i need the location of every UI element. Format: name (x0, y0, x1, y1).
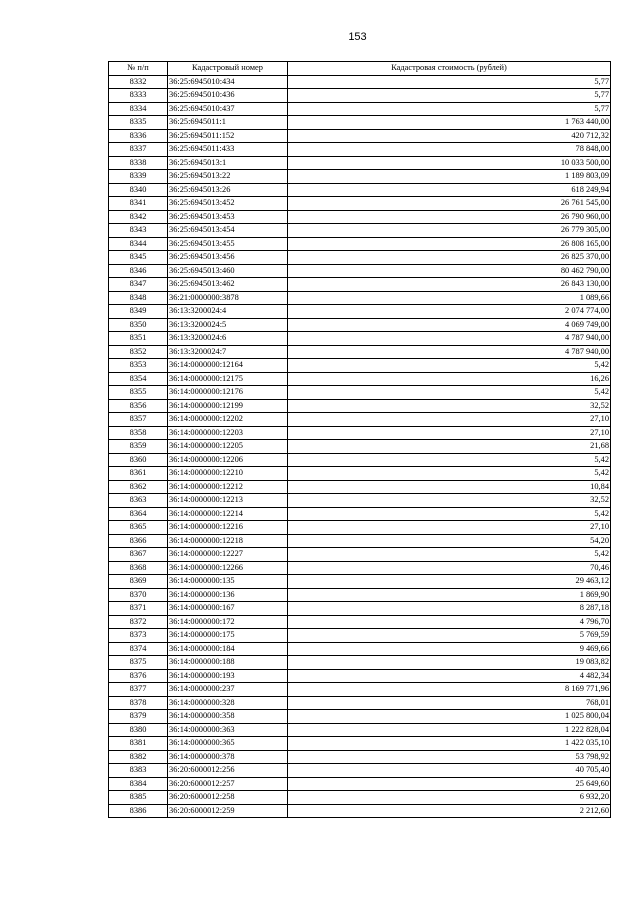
row-number-cell: 8370 (109, 588, 168, 602)
table-row (109, 534, 611, 548)
table-row (109, 683, 611, 697)
column-header-cadastral-value: Кадастровая стоимость (рублей) (288, 62, 611, 76)
cadastral-value-cell: 19 083,82 (288, 656, 611, 670)
cadastral-number-cell: 36:14:0000000:237 (168, 683, 288, 697)
cadastral-value-cell: 10,84 (288, 480, 611, 494)
table-row (109, 305, 611, 319)
row-number-cell: 8357 (109, 413, 168, 427)
table-row (109, 804, 611, 818)
cadastral-number-cell: 36:14:0000000:12164 (168, 359, 288, 373)
row-number-cell: 8381 (109, 737, 168, 751)
cadastral-number-cell: 36:14:0000000:136 (168, 588, 288, 602)
row-number-cell: 8356 (109, 399, 168, 413)
cadastral-number-cell: 36:14:0000000:12203 (168, 426, 288, 440)
cadastral-number-cell: 36:14:0000000:184 (168, 642, 288, 656)
cadastral-number-cell: 36:14:0000000:12210 (168, 467, 288, 481)
cadastral-number-cell: 36:25:6945011:1 (168, 116, 288, 130)
row-number-cell: 8361 (109, 467, 168, 481)
cadastral-number-cell: 36:20:6000012:259 (168, 804, 288, 818)
row-number-cell: 8346 (109, 264, 168, 278)
cadastral-value-cell: 80 462 790,00 (288, 264, 611, 278)
table-row (109, 602, 611, 616)
table-row (109, 629, 611, 643)
table-row (109, 588, 611, 602)
cadastral-value-cell: 1 763 440,00 (288, 116, 611, 130)
row-number-cell: 8349 (109, 305, 168, 319)
table-row (109, 332, 611, 346)
row-number-cell: 8340 (109, 183, 168, 197)
row-number-cell: 8343 (109, 224, 168, 238)
table-row (109, 710, 611, 724)
cadastral-number-cell: 36:21:0000000:3878 (168, 291, 288, 305)
row-number-cell: 8333 (109, 89, 168, 103)
cadastral-number-cell: 36:14:0000000:365 (168, 737, 288, 751)
table-row (109, 669, 611, 683)
cadastral-number-cell: 36:25:6945011:152 (168, 129, 288, 143)
cadastral-number-cell: 36:14:0000000:12199 (168, 399, 288, 413)
cadastral-value-cell: 1 089,66 (288, 291, 611, 305)
cadastral-value-cell: 32,52 (288, 494, 611, 508)
table-row (109, 372, 611, 386)
row-number-cell: 8377 (109, 683, 168, 697)
cadastral-value-cell: 1 025 800,04 (288, 710, 611, 724)
cadastral-value-cell: 26 825 370,00 (288, 251, 611, 265)
cadastral-number-cell: 36:25:6945013:22 (168, 170, 288, 184)
row-number-cell: 8352 (109, 345, 168, 359)
row-number-cell: 8362 (109, 480, 168, 494)
cadastral-value-cell: 26 843 130,00 (288, 278, 611, 292)
table-row (109, 494, 611, 508)
cadastral-number-cell: 36:14:0000000:12205 (168, 440, 288, 454)
table-row (109, 791, 611, 805)
table-row (109, 642, 611, 656)
table-row (109, 575, 611, 589)
column-header-cadastral-number: Кадастровый номер (168, 62, 288, 76)
row-number-cell: 8342 (109, 210, 168, 224)
cadastral-value-cell: 1 222 828,04 (288, 723, 611, 737)
table-row (109, 116, 611, 130)
cadastral-value-cell: 27,10 (288, 521, 611, 535)
cadastral-value-cell: 32,52 (288, 399, 611, 413)
row-number-cell: 8358 (109, 426, 168, 440)
cadastral-value-cell: 26 790 960,00 (288, 210, 611, 224)
table-row (109, 723, 611, 737)
cadastral-value-cell: 5 769,59 (288, 629, 611, 643)
table-row (109, 251, 611, 265)
row-number-cell: 8338 (109, 156, 168, 170)
row-number-cell: 8371 (109, 602, 168, 616)
cadastral-value-cell: 5,77 (288, 89, 611, 103)
cadastral-number-cell: 36:25:6945013:454 (168, 224, 288, 238)
row-number-cell: 8378 (109, 696, 168, 710)
row-number-cell: 8335 (109, 116, 168, 130)
table-row (109, 102, 611, 116)
table-row (109, 656, 611, 670)
table-row (109, 264, 611, 278)
table-row (109, 521, 611, 535)
cadastral-number-cell: 36:25:6945013:26 (168, 183, 288, 197)
cadastral-number-cell: 36:25:6945013:462 (168, 278, 288, 292)
row-number-cell: 8363 (109, 494, 168, 508)
table-row (109, 143, 611, 157)
row-number-cell: 8347 (109, 278, 168, 292)
cadastral-number-cell: 36:25:6945013:460 (168, 264, 288, 278)
cadastral-value-cell: 1 189 803,09 (288, 170, 611, 184)
cadastral-number-cell: 36:14:0000000:172 (168, 615, 288, 629)
table-row (109, 480, 611, 494)
table-row (109, 737, 611, 751)
cadastral-number-cell: 36:14:0000000:363 (168, 723, 288, 737)
cadastral-number-cell: 36:13:3200024:6 (168, 332, 288, 346)
cadastral-value-cell: 2 212,60 (288, 804, 611, 818)
cadastral-number-cell: 36:14:0000000:378 (168, 750, 288, 764)
cadastral-number-cell: 36:14:0000000:188 (168, 656, 288, 670)
row-number-cell: 8339 (109, 170, 168, 184)
cadastral-value-cell: 420 712,32 (288, 129, 611, 143)
row-number-cell: 8364 (109, 507, 168, 521)
cadastral-number-cell: 36:25:6945013:453 (168, 210, 288, 224)
row-number-cell: 8354 (109, 372, 168, 386)
cadastral-value-cell: 26 761 545,00 (288, 197, 611, 211)
cadastral-value-cell: 4 787 940,00 (288, 332, 611, 346)
cadastral-number-cell: 36:14:0000000:135 (168, 575, 288, 589)
cadastral-number-cell: 36:14:0000000:12176 (168, 386, 288, 400)
cadastral-number-cell: 36:25:6945013:1 (168, 156, 288, 170)
row-number-cell: 8360 (109, 453, 168, 467)
cadastral-value-cell: 26 808 165,00 (288, 237, 611, 251)
table-row (109, 183, 611, 197)
table-row (109, 561, 611, 575)
cadastral-value-cell: 26 779 305,00 (288, 224, 611, 238)
cadastral-value-cell: 5,42 (288, 467, 611, 481)
table-row (109, 291, 611, 305)
table-row (109, 129, 611, 143)
row-number-cell: 8359 (109, 440, 168, 454)
table-row (109, 197, 611, 211)
cadastral-number-cell: 36:14:0000000:12213 (168, 494, 288, 508)
cadastral-value-cell: 8 169 771,96 (288, 683, 611, 697)
row-number-cell: 8367 (109, 548, 168, 562)
table-body (109, 75, 611, 818)
cadastral-value-cell: 1 869,90 (288, 588, 611, 602)
table-row (109, 399, 611, 413)
table-row (109, 467, 611, 481)
row-number-cell: 8384 (109, 777, 168, 791)
row-number-cell: 8345 (109, 251, 168, 265)
cadastral-value-cell: 21,68 (288, 440, 611, 454)
cadastral-value-cell: 618 249,94 (288, 183, 611, 197)
table-row (109, 210, 611, 224)
row-number-cell: 8336 (109, 129, 168, 143)
cadastral-value-cell: 78 848,00 (288, 143, 611, 157)
table-row (109, 237, 611, 251)
table-row (109, 156, 611, 170)
cadastral-number-cell: 36:14:0000000:12206 (168, 453, 288, 467)
row-number-cell: 8355 (109, 386, 168, 400)
cadastral-value-cell: 29 463,12 (288, 575, 611, 589)
row-number-cell: 8376 (109, 669, 168, 683)
cadastral-value-cell: 5,42 (288, 507, 611, 521)
cadastral-number-cell: 36:25:6945010:436 (168, 89, 288, 103)
cadastral-number-cell: 36:14:0000000:167 (168, 602, 288, 616)
cadastral-value-cell: 53 798,92 (288, 750, 611, 764)
row-number-cell: 8350 (109, 318, 168, 332)
row-number-cell: 8353 (109, 359, 168, 373)
table-row (109, 89, 611, 103)
row-number-cell: 8380 (109, 723, 168, 737)
row-number-cell: 8334 (109, 102, 168, 116)
cadastral-value-cell: 4 796,70 (288, 615, 611, 629)
table-row (109, 278, 611, 292)
row-number-cell: 8348 (109, 291, 168, 305)
cadastral-value-cell: 9 469,66 (288, 642, 611, 656)
cadastral-value-cell: 16,26 (288, 372, 611, 386)
cadastral-value-cell: 768,01 (288, 696, 611, 710)
row-number-cell: 8341 (109, 197, 168, 211)
row-number-cell: 8373 (109, 629, 168, 643)
row-number-cell: 8374 (109, 642, 168, 656)
table-row (109, 440, 611, 454)
table-header-row (109, 62, 611, 76)
cadastral-number-cell: 36:14:0000000:12202 (168, 413, 288, 427)
cadastral-value-cell: 25 649,60 (288, 777, 611, 791)
row-number-cell: 8386 (109, 804, 168, 818)
cadastral-number-cell: 36:13:3200024:5 (168, 318, 288, 332)
page-number: 153 (348, 31, 367, 43)
table-row (109, 764, 611, 778)
cadastral-value-cell: 4 069 749,00 (288, 318, 611, 332)
cadastral-number-cell: 36:14:0000000:12216 (168, 521, 288, 535)
row-number-cell: 8382 (109, 750, 168, 764)
cadastral-number-cell: 36:20:6000012:256 (168, 764, 288, 778)
cadastral-value-cell: 5,42 (288, 453, 611, 467)
cadastral-number-cell: 36:14:0000000:328 (168, 696, 288, 710)
table-row (109, 426, 611, 440)
cadastral-number-cell: 36:14:0000000:12266 (168, 561, 288, 575)
cadastral-value-cell: 6 932,20 (288, 791, 611, 805)
cadastral-value-cell: 1 422 035,10 (288, 737, 611, 751)
cadastral-value-cell: 5,77 (288, 102, 611, 116)
row-number-cell: 8369 (109, 575, 168, 589)
cadastral-value-cell: 5,42 (288, 359, 611, 373)
row-number-cell: 8332 (109, 75, 168, 89)
row-number-cell: 8337 (109, 143, 168, 157)
cadastral-value-cell: 2 074 774,00 (288, 305, 611, 319)
cadastral-value-cell: 5,42 (288, 548, 611, 562)
cadastral-value-cell: 40 705,40 (288, 764, 611, 778)
table-row (109, 170, 611, 184)
row-number-cell: 8351 (109, 332, 168, 346)
table-row (109, 318, 611, 332)
row-number-cell: 8365 (109, 521, 168, 535)
table-row (109, 386, 611, 400)
cadastral-value-cell: 70,46 (288, 561, 611, 575)
cadastral-value-cell: 5,42 (288, 386, 611, 400)
cadastral-value-cell: 8 287,18 (288, 602, 611, 616)
cadastral-number-cell: 36:25:6945013:455 (168, 237, 288, 251)
row-number-cell: 8385 (109, 791, 168, 805)
cadastral-number-cell: 36:25:6945013:452 (168, 197, 288, 211)
row-number-cell: 8375 (109, 656, 168, 670)
table-row (109, 615, 611, 629)
table-row (109, 696, 611, 710)
cadastral-number-cell: 36:14:0000000:12218 (168, 534, 288, 548)
row-number-cell: 8383 (109, 764, 168, 778)
cadastral-value-cell: 10 033 500,00 (288, 156, 611, 170)
cadastral-number-cell: 36:25:6945010:437 (168, 102, 288, 116)
row-number-cell: 8379 (109, 710, 168, 724)
cadastral-number-cell: 36:14:0000000:12175 (168, 372, 288, 386)
cadastral-value-cell: 5,77 (288, 75, 611, 89)
column-header-number: № п/п (109, 62, 168, 76)
cadastral-number-cell: 36:20:6000012:257 (168, 777, 288, 791)
cadastral-value-cell: 27,10 (288, 426, 611, 440)
table-row (109, 345, 611, 359)
cadastral-number-cell: 36:14:0000000:12212 (168, 480, 288, 494)
row-number-cell: 8344 (109, 237, 168, 251)
cadastral-number-cell: 36:14:0000000:12214 (168, 507, 288, 521)
table-row (109, 777, 611, 791)
cadastral-number-cell: 36:14:0000000:193 (168, 669, 288, 683)
table-row (109, 359, 611, 373)
table-row (109, 507, 611, 521)
table-row (109, 548, 611, 562)
cadastral-number-cell: 36:25:6945010:434 (168, 75, 288, 89)
cadastral-number-cell: 36:25:6945011:433 (168, 143, 288, 157)
cadastral-table (108, 61, 611, 818)
cadastral-value-cell: 4 482,34 (288, 669, 611, 683)
table-row (109, 224, 611, 238)
cadastral-number-cell: 36:14:0000000:358 (168, 710, 288, 724)
table-row (109, 413, 611, 427)
cadastral-number-cell: 36:20:6000012:258 (168, 791, 288, 805)
row-number-cell: 8366 (109, 534, 168, 548)
row-number-cell: 8368 (109, 561, 168, 575)
cadastral-number-cell: 36:13:3200024:7 (168, 345, 288, 359)
table-row (109, 750, 611, 764)
row-number-cell: 8372 (109, 615, 168, 629)
cadastral-value-cell: 4 787 940,00 (288, 345, 611, 359)
cadastral-number-cell: 36:14:0000000:12227 (168, 548, 288, 562)
table-row (109, 75, 611, 89)
cadastral-value-cell: 54,20 (288, 534, 611, 548)
cadastral-number-cell: 36:25:6945013:456 (168, 251, 288, 265)
table-row (109, 453, 611, 467)
cadastral-value-cell: 27,10 (288, 413, 611, 427)
cadastral-number-cell: 36:13:3200024:4 (168, 305, 288, 319)
cadastral-number-cell: 36:14:0000000:175 (168, 629, 288, 643)
